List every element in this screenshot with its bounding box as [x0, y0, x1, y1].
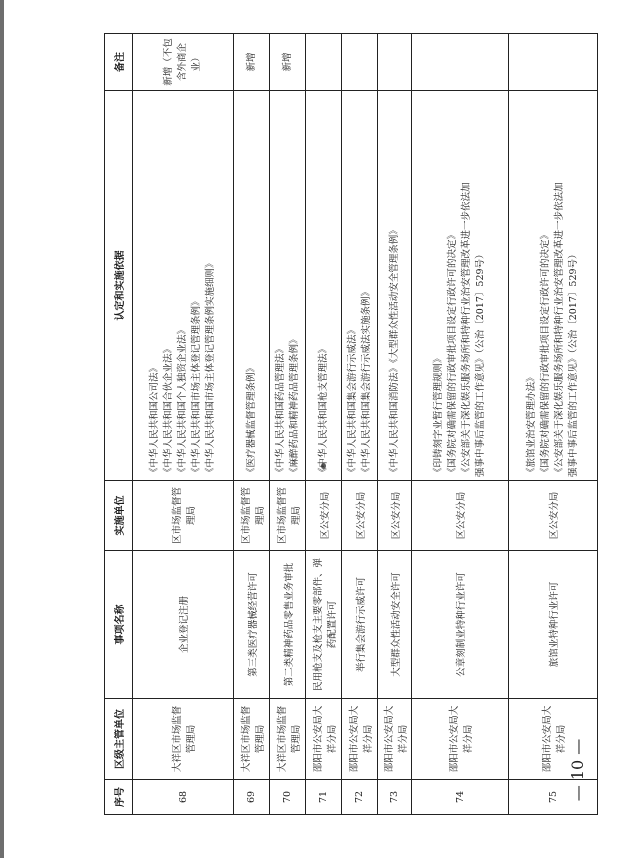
row-basis: [234, 91, 270, 481]
row-unit: 区市场监督管理局: [234, 481, 270, 551]
header-note: 备注: [105, 34, 133, 91]
row-no: 70: [270, 780, 306, 815]
row-dept: 大祥区市场监督管理局: [270, 699, 306, 780]
row-no: 71: [306, 780, 342, 815]
basis-line: 《中华人民共和国公司法》: [149, 362, 161, 477]
row-name: 第二类精神药品零售业务审批: [270, 551, 306, 699]
basis-line: 《中华人民共和国市场主体登记管理条例实施细则》: [205, 258, 217, 477]
basis-line: 《旅馆业治安管理办法》: [526, 372, 538, 477]
items-table: [104, 33, 598, 815]
row-note: [306, 34, 342, 91]
header-unit: 实施单位: [105, 481, 133, 551]
row-name: 旅馆业特种行业许可: [509, 551, 598, 699]
row-no: 73: [378, 780, 412, 815]
basis-line: 强事中事后监管的工作意见》（公治〔2017〕529号）: [568, 249, 580, 477]
basis-line: 《中华人民共和国合伙企业法》: [163, 343, 175, 477]
row-dept: 邵阳市公安局大祥分局: [342, 699, 378, 780]
row-note: 新增（不包含外商企业）: [133, 34, 234, 91]
row-unit: 区公安分局: [342, 481, 378, 551]
scan-edge: [0, 0, 4, 858]
basis-line: 《中华人民共和国集会游行示威法》: [346, 324, 358, 477]
row-no: 69: [234, 780, 270, 815]
row-dept: 大祥区市场监督管理局: [133, 699, 234, 780]
row-unit: 区市场监督管理局: [270, 481, 306, 551]
header-basis: 认定和实施依据: [105, 91, 133, 481]
row-basis: [270, 91, 306, 481]
approval-items-table: [104, 34, 598, 815]
row-name: 大型群众性活动安全许可: [378, 551, 412, 699]
row-basis: [306, 91, 342, 481]
row-note: [378, 34, 412, 91]
row-basis: [133, 91, 234, 481]
row-note: [411, 34, 508, 91]
table-row: [133, 34, 234, 815]
basis-line: 《麻醉药品和精神药品管理条例》: [288, 334, 300, 477]
header-no: 序号: [105, 780, 133, 815]
basis-line: 《中华人民共和国市场主体登记管理条例》: [191, 296, 203, 477]
table-row: [306, 34, 342, 815]
row-unit: 区公安分局: [306, 481, 342, 551]
basis-line: 《中华人民共和国消防法》《大型群众性活动安全管理条例》: [388, 225, 400, 477]
basis-line: 《国务院对确需保留的行政审批项目设定行政许可的决定》: [447, 229, 459, 477]
row-note: 新增: [234, 34, 270, 91]
table-row: [411, 34, 508, 815]
basis-line: 《中华人民共和国个人独资企业法》: [177, 324, 189, 477]
row-basis: [411, 91, 508, 481]
table-row: [270, 34, 306, 815]
basis-line: 《公安部关于深化娱乐服务场所和特种行业治安管理改革进一步依法加: [554, 182, 566, 477]
row-note: 新增: [270, 34, 306, 91]
row-dept: 邵阳市公安局大祥分局: [378, 699, 412, 780]
row-dept: 邵阳市公安局大祥分局: [509, 699, 598, 780]
row-dept: 邵阳市公安局大祥分局: [306, 699, 342, 780]
row-unit: 区公安分局: [411, 481, 508, 551]
table-row: [234, 34, 270, 815]
basis-line: 《医疗器械监督管理条例》: [245, 362, 257, 477]
header-dept: 区级主管单位: [105, 699, 133, 780]
table-header-row: [105, 34, 133, 815]
table-row: [342, 34, 378, 815]
basis-line: 《印铸刻字业暂行管理规则》: [433, 353, 445, 477]
row-basis: [509, 91, 598, 481]
row-no: 74: [411, 780, 508, 815]
basis-line: 《中华人民共和国枪支管理法》: [317, 343, 329, 477]
row-no: 68: [133, 780, 234, 815]
row-name: 民用枪支及枪支主要零部件、弹药配置许可: [306, 551, 342, 699]
row-no: 72: [342, 780, 378, 815]
table-body: [133, 34, 598, 815]
row-name: 第三类医疗器械经营许可: [234, 551, 270, 699]
row-note: [509, 34, 598, 91]
page-number: — 10 —: [568, 738, 587, 802]
basis-line: 《国务院对确需保留的行政审批项目设定行政许可的决定》: [540, 229, 552, 477]
row-unit: 区公安分局: [378, 481, 412, 551]
table-row: [378, 34, 412, 815]
basis-line: 《中华人民共和国药品管理法》: [274, 343, 286, 477]
basis-line: 《公安部关于深化娱乐服务场所和特种行业治安管理改革进一步依法加: [461, 182, 473, 477]
row-basis: [378, 91, 412, 481]
row-name: 企业登记注册: [133, 551, 234, 699]
row-dept: 邵阳市公安局大祥分局: [411, 699, 508, 780]
row-basis: [342, 91, 378, 481]
basis-line: 《中华人民共和国集会游行示威法实施条例》: [360, 286, 372, 477]
header-name: 事项名称: [105, 551, 133, 699]
row-unit: 区公安分局: [509, 481, 598, 551]
row-name: 公章刻制业特种行业许可: [411, 551, 508, 699]
row-unit: 区市场监督管理局: [133, 481, 234, 551]
row-name: 举行集会游行示威许可: [342, 551, 378, 699]
basis-line: 强事中事后监管的工作意见》（公治〔2017〕529号）: [475, 249, 487, 477]
row-no: 75: [509, 780, 598, 815]
row-dept: 大祥区市场监督管理局: [234, 699, 270, 780]
row-note: [342, 34, 378, 91]
